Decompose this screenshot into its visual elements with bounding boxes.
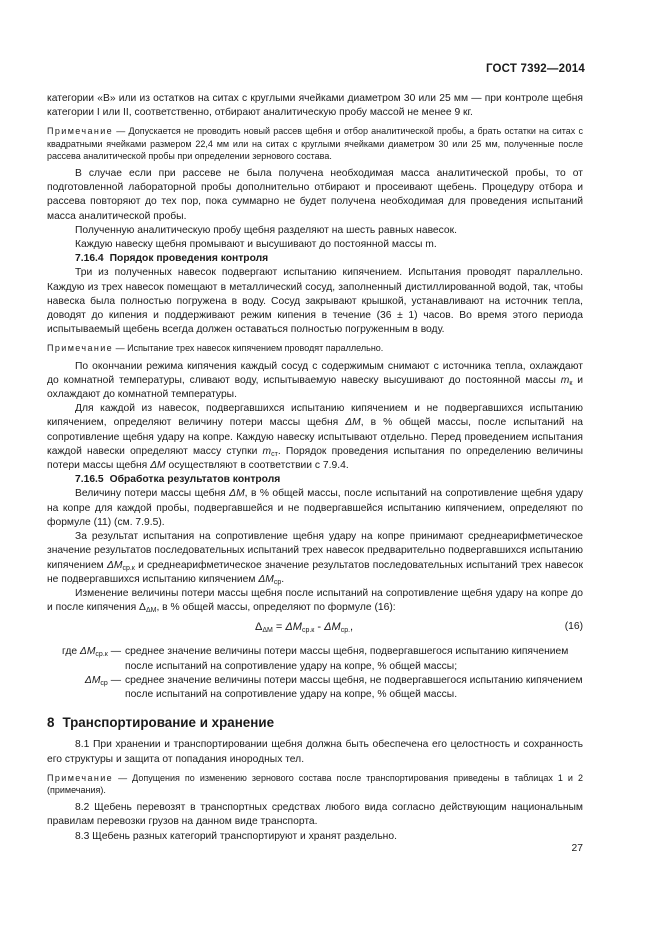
symbol: Δ	[139, 602, 146, 614]
text-run: По окончании режима кипячения каждый сосуд с содержимым снимают с источника тепла, охлаждают до комнатной температуры, сливают воду, испытываемую навеску высушивают до постоянной массы	[47, 360, 583, 386]
formula-16	[47, 619, 583, 637]
note	[47, 772, 583, 796]
paragraph	[47, 402, 583, 473]
subscript: ст	[271, 450, 278, 458]
formula-eq: =	[272, 621, 286, 634]
subscript: к	[569, 379, 573, 387]
paragraph: Три из полученных навесок подвергают испытанию кипячением. Испытания проводят параллельно. Каждую из трех навесок помещают в металлический сосуд, заполненный дистиллированной водой, так, чтобы навеска была полностью погружена в воду. Сосуд закрывают крышкой, устанавливают на источник тепла, доводят до кипения и поддерживают режим кипения в течение (36 ± 1) часов. Во время этого периода испытываемый щебень всегда должен оставаться полностью погруженным в воду.	[47, 267, 583, 336]
subsection-heading	[75, 473, 583, 487]
definition-dash: —	[107, 646, 121, 658]
formula-lhs-sub: ΔM	[262, 627, 273, 635]
symbol: m	[560, 374, 570, 386]
paragraph: 8.2 Щебень перевозят в транспортных средствах любого вида согласно действующим национальным правилам перевозки грузов на данном виде транспорта.	[47, 802, 583, 828]
paragraph: 8.3 Щебень разных категорий транспортируют и хранят раздельно.	[75, 830, 397, 842]
text-run: Изменение величины потери массы щебня после испытаний на сопротивление щебня удару на копре до и после кипячения	[47, 587, 583, 614]
text-run: . Порядок проведения испытания по определению величины потери массы щебня	[47, 445, 583, 472]
standard-header: ГОСТ 7392—2014	[485, 63, 585, 75]
symbol: ΔM	[150, 460, 166, 472]
note-text: — Испытание трех навесок кипячением проводят параллельно.	[113, 343, 384, 354]
paragraph: Полученную аналитическую пробу щебня разделяют на шесть равных навесок.	[75, 224, 458, 236]
definition-symbol	[47, 674, 125, 702]
section-number: 8	[47, 715, 55, 731]
subscript: ср.к	[95, 651, 108, 659]
definitions-list	[47, 645, 583, 702]
text-run: Величину потери массы щебня	[75, 488, 230, 500]
paragraph	[47, 530, 583, 587]
note-text: — Допускается не проводить новый рассев щебня и отбор аналитической пробы, а брать остатки на ситах с квадратными ячейками размером 22,4 мм или на ситах с круглыми ячейками диаметром 30 или 25 мм, полученные после рассева аналитической пробы при определении зернового состава.	[47, 126, 583, 161]
symbol: ΔM	[79, 646, 96, 658]
section-heading	[47, 716, 583, 730]
subsection-title: Порядок проведения контроля	[109, 253, 269, 265]
definition-item	[47, 674, 583, 702]
paragraph: Каждую навеску щебня промывают и высушивают до постоянной массы m.	[75, 239, 437, 251]
symbol: ΔM	[345, 417, 361, 429]
page-content	[47, 92, 583, 844]
note-text: — Допущения по изменению зернового состава после транспортирования приведены в таблицах 1 и 2 (примечания).	[47, 772, 583, 795]
definition-text: среднее значение величины потери массы щебня, не подвергавшегося испытанию кипячением после испытаний на сопротивление удару на копре, % общей массы.	[125, 674, 583, 700]
formula-number: (16)	[564, 621, 583, 633]
formula-term: ΔM	[324, 621, 341, 634]
symbol: ΔM	[229, 488, 245, 500]
text-run: и среднеарифметическое значение результатов последовательных испытаний трех навесок не подвергавшихся испытанию кипячением	[47, 559, 583, 585]
formula-minus: -	[314, 621, 325, 634]
paragraph	[47, 487, 583, 530]
subscript: ср	[100, 679, 108, 687]
paragraph: категории «В» или из остатков на ситах с круглыми ячейками диаметром 30 или 25 мм — при контроле щебня категории I или II, соответственно, отбирают аналитическую пробу массой не менее 9 кг.	[47, 93, 583, 119]
paragraph: 8.1 При хранении и транспортировании щебня должна быть обеспечена его целостность и сохранность его структуры и защита от попадания инородных тел.	[47, 739, 583, 765]
formula-term-sub: ср.к	[301, 627, 315, 635]
subscript: ср.к	[122, 564, 135, 572]
note-label: Примечание	[47, 126, 114, 137]
text-run: осуществляют в соответствии с 7.9.4.	[165, 460, 349, 472]
formula-end: ,	[350, 621, 354, 634]
text-run: .	[281, 573, 285, 585]
definition-text: среднее значение величины потери массы щебня, подвергавшегося испытанию кипячением после испытаний на сопротивление удару на копре, % общей массы;	[125, 646, 569, 672]
symbol: ΔM	[84, 674, 101, 686]
formula-term-sub: ср.	[340, 627, 351, 635]
note	[47, 342, 583, 354]
paragraph	[47, 360, 583, 403]
paragraph: В случае если при рассеве не была получена необходимая масса аналитической пробы, то от подготовленной лабораторной пробы дополнительно отбирают и просеивают щебень. Процедуру отбора и рассева повторяют до тех пор, пока суммарно не будет получена необходимая для проведения испытаний масса аналитической пробы.	[47, 168, 583, 222]
definition-prefix: где	[62, 646, 80, 658]
text-run: Для каждой из навесок, подвергавшихся испытанию кипячением и не подвергавшихся испытанию кипячением, определяют величину потери массы щебня	[47, 403, 583, 429]
symbol: ΔM	[258, 573, 274, 585]
subscript: ср	[273, 578, 282, 586]
definition-symbol	[47, 645, 125, 673]
text-run: и охлаждают до комнатной температуры.	[47, 374, 583, 401]
definition-dash: —	[107, 674, 121, 686]
formula-expression	[255, 620, 353, 634]
subsection-number: 7.16.4	[75, 253, 104, 265]
symbol: ΔM	[106, 559, 123, 571]
paragraph	[47, 587, 583, 615]
note-label: Примечание	[47, 343, 114, 354]
text-run: , в % общей массы, после испытаний на сопротивление щебня удару на копре. Каждую навеску испытывают отдельно. Перед проведением испытания каждой навески определяют массу ступки	[47, 417, 584, 457]
note	[47, 125, 583, 162]
note-label: Примечание	[47, 772, 114, 783]
text-run: , в % общей массы, после испытаний на сопротивление щебня удару на копре для каждой пробы, подвергавшейся и не подвергавшейся испытанию кипячением, определяют по формуле (11) (см. 7.9.5).	[47, 488, 584, 528]
formula-lhs: Δ	[255, 621, 263, 634]
subscript: ΔM	[145, 607, 157, 615]
subsection-heading	[75, 252, 583, 266]
definition-item	[47, 645, 583, 673]
subsection-title: Обработка результатов контроля	[109, 474, 281, 486]
symbol: m	[262, 445, 272, 457]
text-run: , в % общей массы, определяют по формуле (16):	[156, 602, 396, 614]
section-title: Транспортирование и хранение	[62, 715, 275, 731]
subsection-number: 7.16.5	[75, 474, 104, 486]
formula-term: ΔM	[285, 621, 302, 634]
text-run: За результат испытания на сопротивление щебня удару на копре принимают среднеарифметическое значение результатов последовательных испытаний трех навесок предварительно подвергавшихся испытанию кипячением	[47, 531, 583, 571]
page-number: 27	[571, 843, 583, 854]
